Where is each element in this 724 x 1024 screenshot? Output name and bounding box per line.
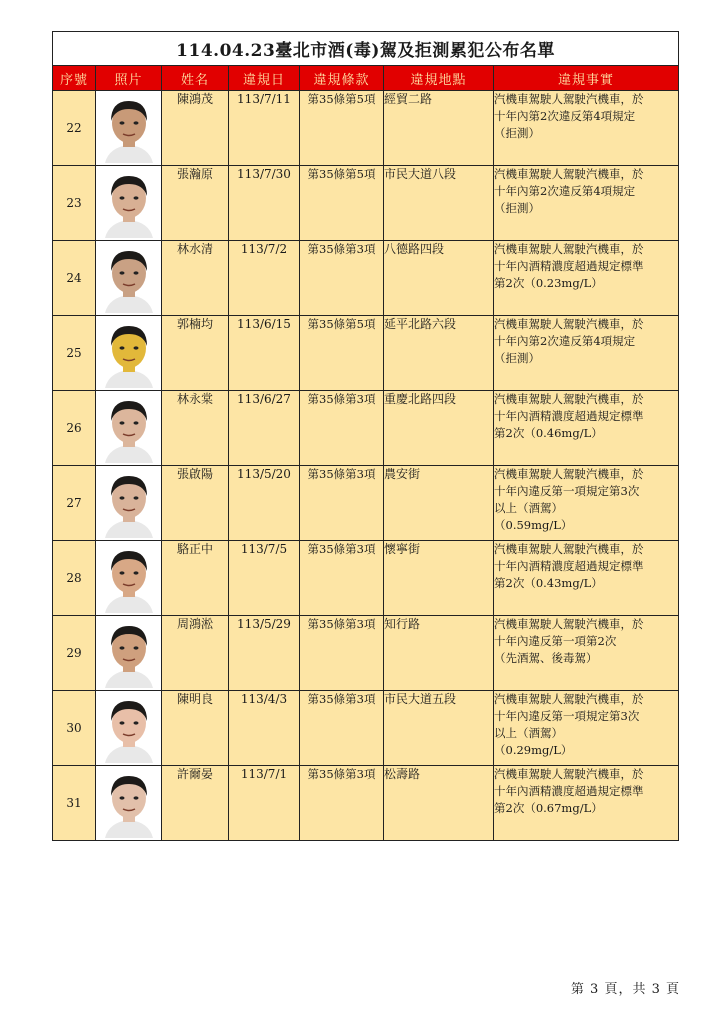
row-seq: 23: [53, 166, 96, 241]
row-fact: [494, 316, 679, 391]
row-seq: 24: [53, 241, 96, 316]
row-seq: 26: [53, 391, 96, 466]
row-name: 張瀚原: [162, 166, 229, 241]
person-photo-icon: [99, 543, 159, 613]
row-article: 第35條第3項: [300, 241, 384, 316]
row-date: 113/6/27: [229, 391, 300, 466]
row-photo: [96, 766, 162, 841]
fact-line: （0.59mg/L）: [494, 518, 573, 532]
row-fact: [494, 166, 679, 241]
row-fact: [494, 541, 679, 616]
fact-line: 以上（酒駕）: [494, 726, 563, 740]
row-place: 八德路四段: [384, 241, 494, 316]
table-row: [53, 166, 679, 241]
row-place: 市民大道五段: [384, 691, 494, 766]
row-place: 重慶北路四段: [384, 391, 494, 466]
table-row: [53, 391, 679, 466]
row-name: 駱正中: [162, 541, 229, 616]
fact-line: 汽機車駕駛人駕駛汽機車，於: [494, 617, 644, 631]
header-article: 違規條款: [300, 66, 384, 91]
row-article: 第35條第5項: [300, 91, 384, 166]
table-row: [53, 316, 679, 391]
page-title: 114.04.23臺北市酒(毒)駕及拒測累犯公布名單: [53, 32, 679, 66]
fact-line: （拒測）: [494, 126, 540, 140]
row-place: 松壽路: [384, 766, 494, 841]
person-photo-icon: [99, 93, 159, 163]
table-row: [53, 766, 679, 841]
fact-line: 第2次（0.67mg/L）: [494, 801, 603, 815]
fact-line: 十年內第2次違反第4項規定: [494, 109, 636, 123]
row-photo: [96, 616, 162, 691]
table-row: [53, 466, 679, 541]
header-seq: 序號: [53, 66, 96, 91]
row-article: 第35條第3項: [300, 541, 384, 616]
row-photo: [96, 391, 162, 466]
row-photo: [96, 166, 162, 241]
fact-line: 十年內酒精濃度超過規定標準: [494, 259, 644, 273]
fact-line: 汽機車駕駛人駕駛汽機車，於: [494, 317, 644, 331]
row-seq: 25: [53, 316, 96, 391]
row-article: 第35條第3項: [300, 616, 384, 691]
header-name: 姓名: [162, 66, 229, 91]
row-place: 市民大道八段: [384, 166, 494, 241]
row-date: 113/4/3: [229, 691, 300, 766]
row-photo: [96, 541, 162, 616]
fact-line: 十年內酒精濃度超過規定標準: [494, 559, 644, 573]
row-name: 周鴻淞: [162, 616, 229, 691]
row-name: 林永棠: [162, 391, 229, 466]
fact-line: 汽機車駕駛人駕駛汽機車，於: [494, 167, 644, 181]
row-fact: [494, 241, 679, 316]
row-date: 113/7/5: [229, 541, 300, 616]
fact-line: （先酒駕、後毒駕）: [494, 651, 598, 665]
header-row: [53, 66, 679, 91]
person-photo-icon: [99, 393, 159, 463]
row-article: 第35條第3項: [300, 466, 384, 541]
person-photo-icon: [99, 468, 159, 538]
row-date: 113/7/1: [229, 766, 300, 841]
fact-line: 十年內違反第一項規定第3次: [494, 484, 640, 498]
row-name: 張啟陽: [162, 466, 229, 541]
row-name: 陳鴻茂: [162, 91, 229, 166]
fact-line: 汽機車駕駛人駕駛汽機車，於: [494, 767, 644, 781]
header-photo: 照片: [96, 66, 162, 91]
person-photo-icon: [99, 693, 159, 763]
header-date: 違規日: [229, 66, 300, 91]
row-article: 第35條第3項: [300, 391, 384, 466]
fact-line: 汽機車駕駛人駕駛汽機車，於: [494, 692, 644, 706]
row-seq: 29: [53, 616, 96, 691]
row-seq: 30: [53, 691, 96, 766]
person-photo-icon: [99, 768, 159, 838]
row-name: 陳明良: [162, 691, 229, 766]
row-photo: [96, 466, 162, 541]
row-date: 113/6/15: [229, 316, 300, 391]
row-date: 113/7/2: [229, 241, 300, 316]
fact-line: 汽機車駕駛人駕駛汽機車，於: [494, 542, 644, 556]
fact-line: 十年內違反第一項第2次: [494, 634, 617, 648]
fact-line: 以上（酒駕）: [494, 501, 563, 515]
fact-line: （0.29mg/L）: [494, 743, 573, 757]
fact-line: 第2次（0.46mg/L）: [494, 426, 603, 440]
row-name: 許爾晏: [162, 766, 229, 841]
row-photo: [96, 241, 162, 316]
row-date: 113/7/30: [229, 166, 300, 241]
fact-line: 十年內違反第一項規定第3次: [494, 709, 640, 723]
fact-line: 汽機車駕駛人駕駛汽機車，於: [494, 467, 644, 481]
offender-table: [52, 31, 679, 841]
row-fact: [494, 466, 679, 541]
row-fact: [494, 616, 679, 691]
fact-line: 十年內第2次違反第4項規定: [494, 334, 636, 348]
table-row: [53, 91, 679, 166]
row-seq: 27: [53, 466, 96, 541]
row-article: 第35條第5項: [300, 316, 384, 391]
row-date: 113/5/20: [229, 466, 300, 541]
table-row: [53, 241, 679, 316]
row-place: 懷寧街: [384, 541, 494, 616]
row-date: 113/5/29: [229, 616, 300, 691]
row-article: 第35條第5項: [300, 166, 384, 241]
row-name: 郭楠均: [162, 316, 229, 391]
row-place: 延平北路六段: [384, 316, 494, 391]
fact-line: 十年內第2次違反第4項規定: [494, 184, 636, 198]
table-row: [53, 616, 679, 691]
row-article: 第35條第3項: [300, 691, 384, 766]
row-date: 113/7/11: [229, 91, 300, 166]
row-seq: 31: [53, 766, 96, 841]
fact-line: （拒測）: [494, 201, 540, 215]
table-row: [53, 691, 679, 766]
fact-line: 汽機車駕駛人駕駛汽機車，於: [494, 92, 644, 106]
fact-line: 汽機車駕駛人駕駛汽機車，於: [494, 242, 644, 256]
row-fact: [494, 91, 679, 166]
person-photo-icon: [99, 168, 159, 238]
fact-line: 十年內酒精濃度超過規定標準: [494, 409, 644, 423]
row-fact: [494, 766, 679, 841]
fact-line: 十年內酒精濃度超過規定標準: [494, 784, 644, 798]
row-photo: [96, 91, 162, 166]
row-seq: 22: [53, 91, 96, 166]
row-place: 經貿二路: [384, 91, 494, 166]
row-fact: [494, 691, 679, 766]
person-photo-icon: [99, 243, 159, 313]
row-name: 林水清: [162, 241, 229, 316]
row-article: 第35條第3項: [300, 766, 384, 841]
page-footer: 第 3 頁，共 3 頁: [570, 982, 680, 997]
row-fact: [494, 391, 679, 466]
row-photo: [96, 316, 162, 391]
fact-line: 第2次（0.23mg/L）: [494, 276, 603, 290]
row-place: 知行路: [384, 616, 494, 691]
person-photo-icon: [99, 318, 159, 388]
header-fact: 違規事實: [494, 66, 679, 91]
row-photo: [96, 691, 162, 766]
person-photo-icon: [99, 618, 159, 688]
fact-line: 第2次（0.43mg/L）: [494, 576, 603, 590]
fact-line: （拒測）: [494, 351, 540, 365]
fact-line: 汽機車駕駛人駕駛汽機車，於: [494, 392, 644, 406]
row-place: 農安街: [384, 466, 494, 541]
header-place: 違規地點: [384, 66, 494, 91]
table-row: [53, 541, 679, 616]
row-seq: 28: [53, 541, 96, 616]
